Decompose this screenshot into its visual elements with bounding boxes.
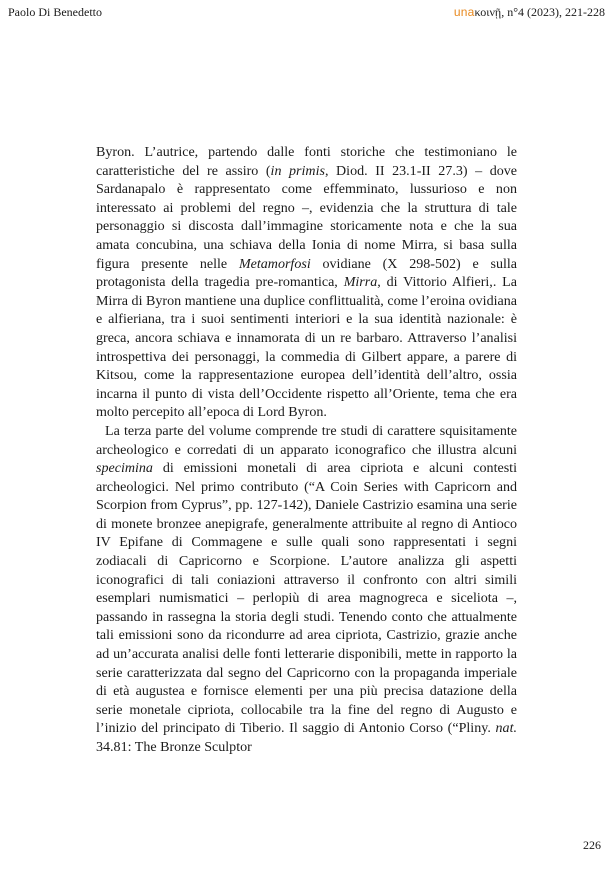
journal-brand-logo: una [453, 5, 475, 19]
page-number: 226 [583, 838, 601, 852]
italic-text: Metamorfosi [238, 255, 311, 272]
italic-text: nat. [495, 720, 517, 737]
italic-text: Mirra [343, 274, 378, 291]
running-header-author: Paolo Di Benedetto [8, 5, 102, 19]
body-text [96, 143, 517, 757]
text-run: , di Vittorio Alfieri,. La Mirra di Byron mantiene una duplice conflittualità, come l’eroina ovidiana e alfieriana, tra i suoi sentimenti interiori e la sua identità nazionale: è greca, ancora schiava e innamorata di un re barbaro. Attraverso l’analisi introspettiva dei personaggi, la commedia di Gilbert appare, a parere di Kitsou, come la rappresentazione europea dell’identità dell’altro, ossia incarna il punto di vista dell’Occidente rispetto all’Oriente, tema che era molto percepito all’epoca di Lord Byron. [96, 274, 517, 421]
italic-text: specimina [96, 460, 153, 477]
running-header-journal [454, 5, 605, 20]
text-run: Byron. L’autrice, partendo dalle fonti storiche che testimoniano le caratteristiche del re assiro ( [96, 144, 517, 179]
italic-text: in primis [270, 162, 325, 179]
text-run: , Diod. II 23.1-II 27.3) – dove Sardanapalo è rappresentato come effemminato, lussurioso e non interessato ai problemi del regno –, evidenzia che la struttura di tale personaggio si discosta dall’immagine storicamente nota e che la sua amata concubina, una schiava della Ionia di nome Mirra, si basa sulla figura presente nelle [96, 162, 517, 272]
journal-name: κοινῇ [474, 5, 502, 19]
paragraph-continuation [96, 143, 517, 422]
text-run: 34.81: The Bronze Sculptor [96, 739, 252, 755]
journal-citation: , n°4 (2023), 221-228 [501, 5, 605, 19]
paragraph-third-part [96, 422, 517, 757]
text-run: La terza parte del volume comprende tre studi di carattere squisitamente archeologico e corredati di un apparato iconografico che illustra alcuni [96, 422, 517, 458]
text-run: di emissioni monetali di area cipriota e alcuni contesti archeologici. Nel primo contributo (“A Coin Series with Capricorn and Scorpion from Cyprus”, pp. 127-142), Daniele Castrizio esamina una serie di monete bronzee anepigrafe, generalmente attribuite al regno di Antioco IV Epifane di Commagene e sulle quali sono rappresentati i segni zodiacali di Capricorno e Scorpione. L’autore analizza gli aspetti iconografici di tali coniazioni attraverso il confronto con altri simili esemplari numismatici – perlopiù di area magnogreca e siceliota –, passando in rassegna la storia degli studi. Tenendo conto che attualmente tali emissioni sono da ricondurre ad area cipriota, Castrizio, grazie anche ad un’accurata analisi delle fonti letterarie disponibili, mette in rapporto la serie caratterizzata dal segno del Capricorno con la propaganda imperiale di età augustea e fornisce elementi per una più precisa datazione della serie monetale cipriota, collocabile tra la fine del regno di Augusto e l’inizio del principato di Tiberio. Il saggio di Antonio Corso (“Pliny. [96, 460, 517, 737]
text-run: ovidiane (X 298-502) e sulla protagonista della tragedia pre-romantica, [96, 255, 518, 291]
